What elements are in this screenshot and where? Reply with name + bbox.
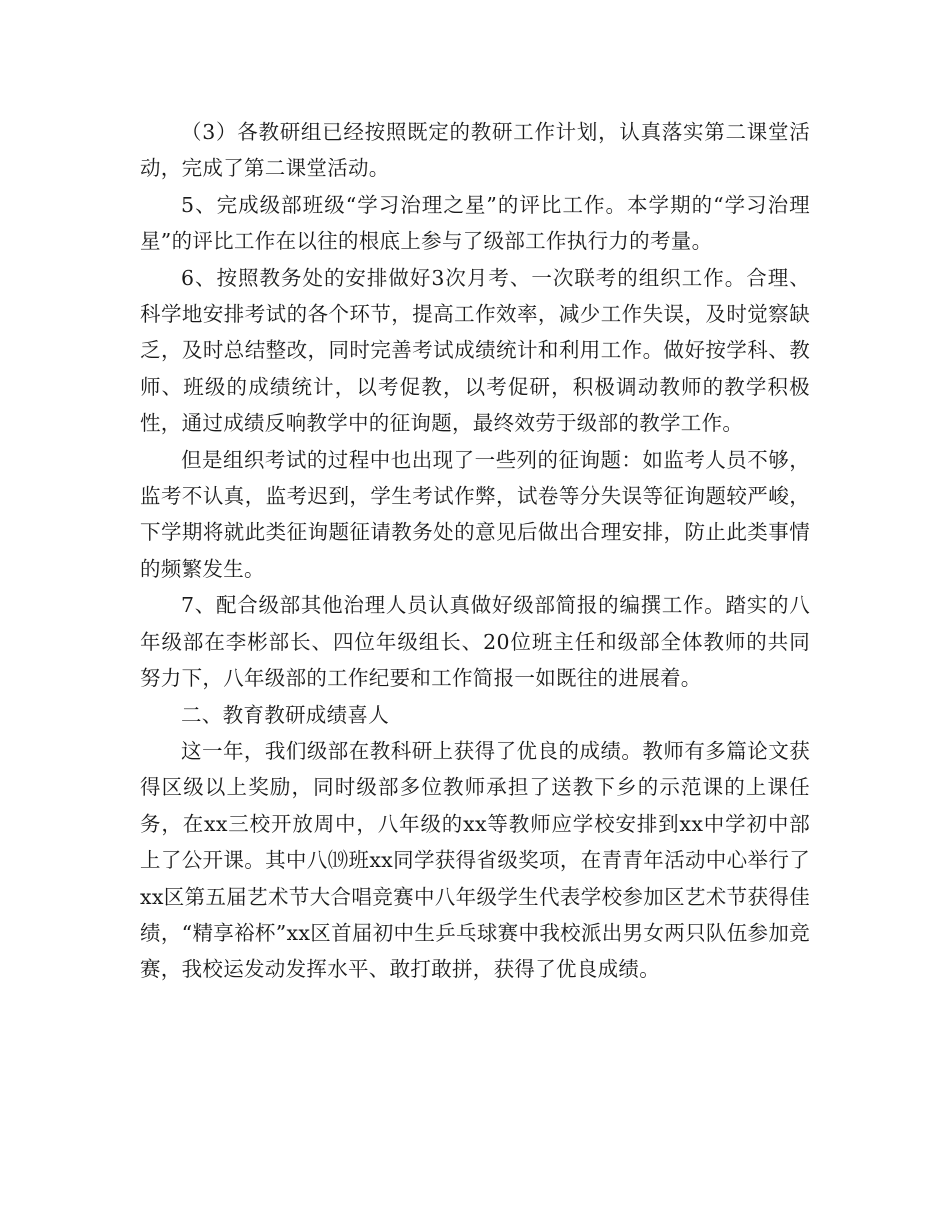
document-body	[140, 114, 810, 988]
paragraph-research-achievements: 这一年，我们级部在教科研上获得了优良的成绩。教师有多篇论文获得区级以上奖励，同时级部多位教师承担了送教下乡的示范课的上课任务，在xx三校开放周中，八年级的xx等教师应学校安排到xx中学初中部上了公开课。其中八⒆班xx同学获得省级奖项，在青青年活动中心举行了xx区第五届艺术节大合唱竞赛中八年级学生代表学校参加区艺术节获得佳绩，“精享裕杯”xx区首届初中生乒乓球赛中我校派出男女两只队伍参加竞赛，我校运发动发挥水平、敢打敢拼，获得了优良成绩。	[140, 738, 810, 982]
section-heading-research-results: 二、教育教研成绩喜人	[181, 702, 389, 727]
paragraph-briefing-work: 7、配合级部其他治理人员认真做好级部简报的编撰工作。踏实的八年级部在李彬部长、四位年级组长、20位班主任和级部全体教师的共同努力下，八年级部的工作纪要和工作简报一如既往的进展着。	[140, 593, 810, 691]
paragraph-exam-problems: 但是组织考试的过程中也出现了一些列的征询题：如监考人员不够，监考不认真，监考迟到，学生考试作弊，试卷等分失误等征询题较严峻，下学期将就此类征询题征请教务处的意见后做出合理安排，防止此类事情的频繁发生。	[140, 447, 810, 581]
paragraph-exam-organization: 6、按照教务处的安排做好3次月考、一次联考的组织工作。合理、科学地安排考试的各个环节，提高工作效率，减少工作失误，及时觉察缺乏，及时总结整改，同时完善考试成绩统计和利用工作。做好按学科、教师、班级的成绩统计，以考促教，以考促研，积极调动教师的教学积极性，通过成绩反响教学中的征询题，最终效劳于级部的教学工作。	[140, 265, 810, 436]
paragraph-learning-star: 5、完成级部班级“学习治理之星”的评比工作。本学期的“学习治理星”的评比工作在以往的根底上参与了级部工作执行力的考量。	[140, 192, 810, 254]
paragraph-second-classroom: （3）各教研组已经按照既定的教研工作计划，认真落实第二课堂活动，完成了第二课堂活动。	[140, 120, 810, 181]
